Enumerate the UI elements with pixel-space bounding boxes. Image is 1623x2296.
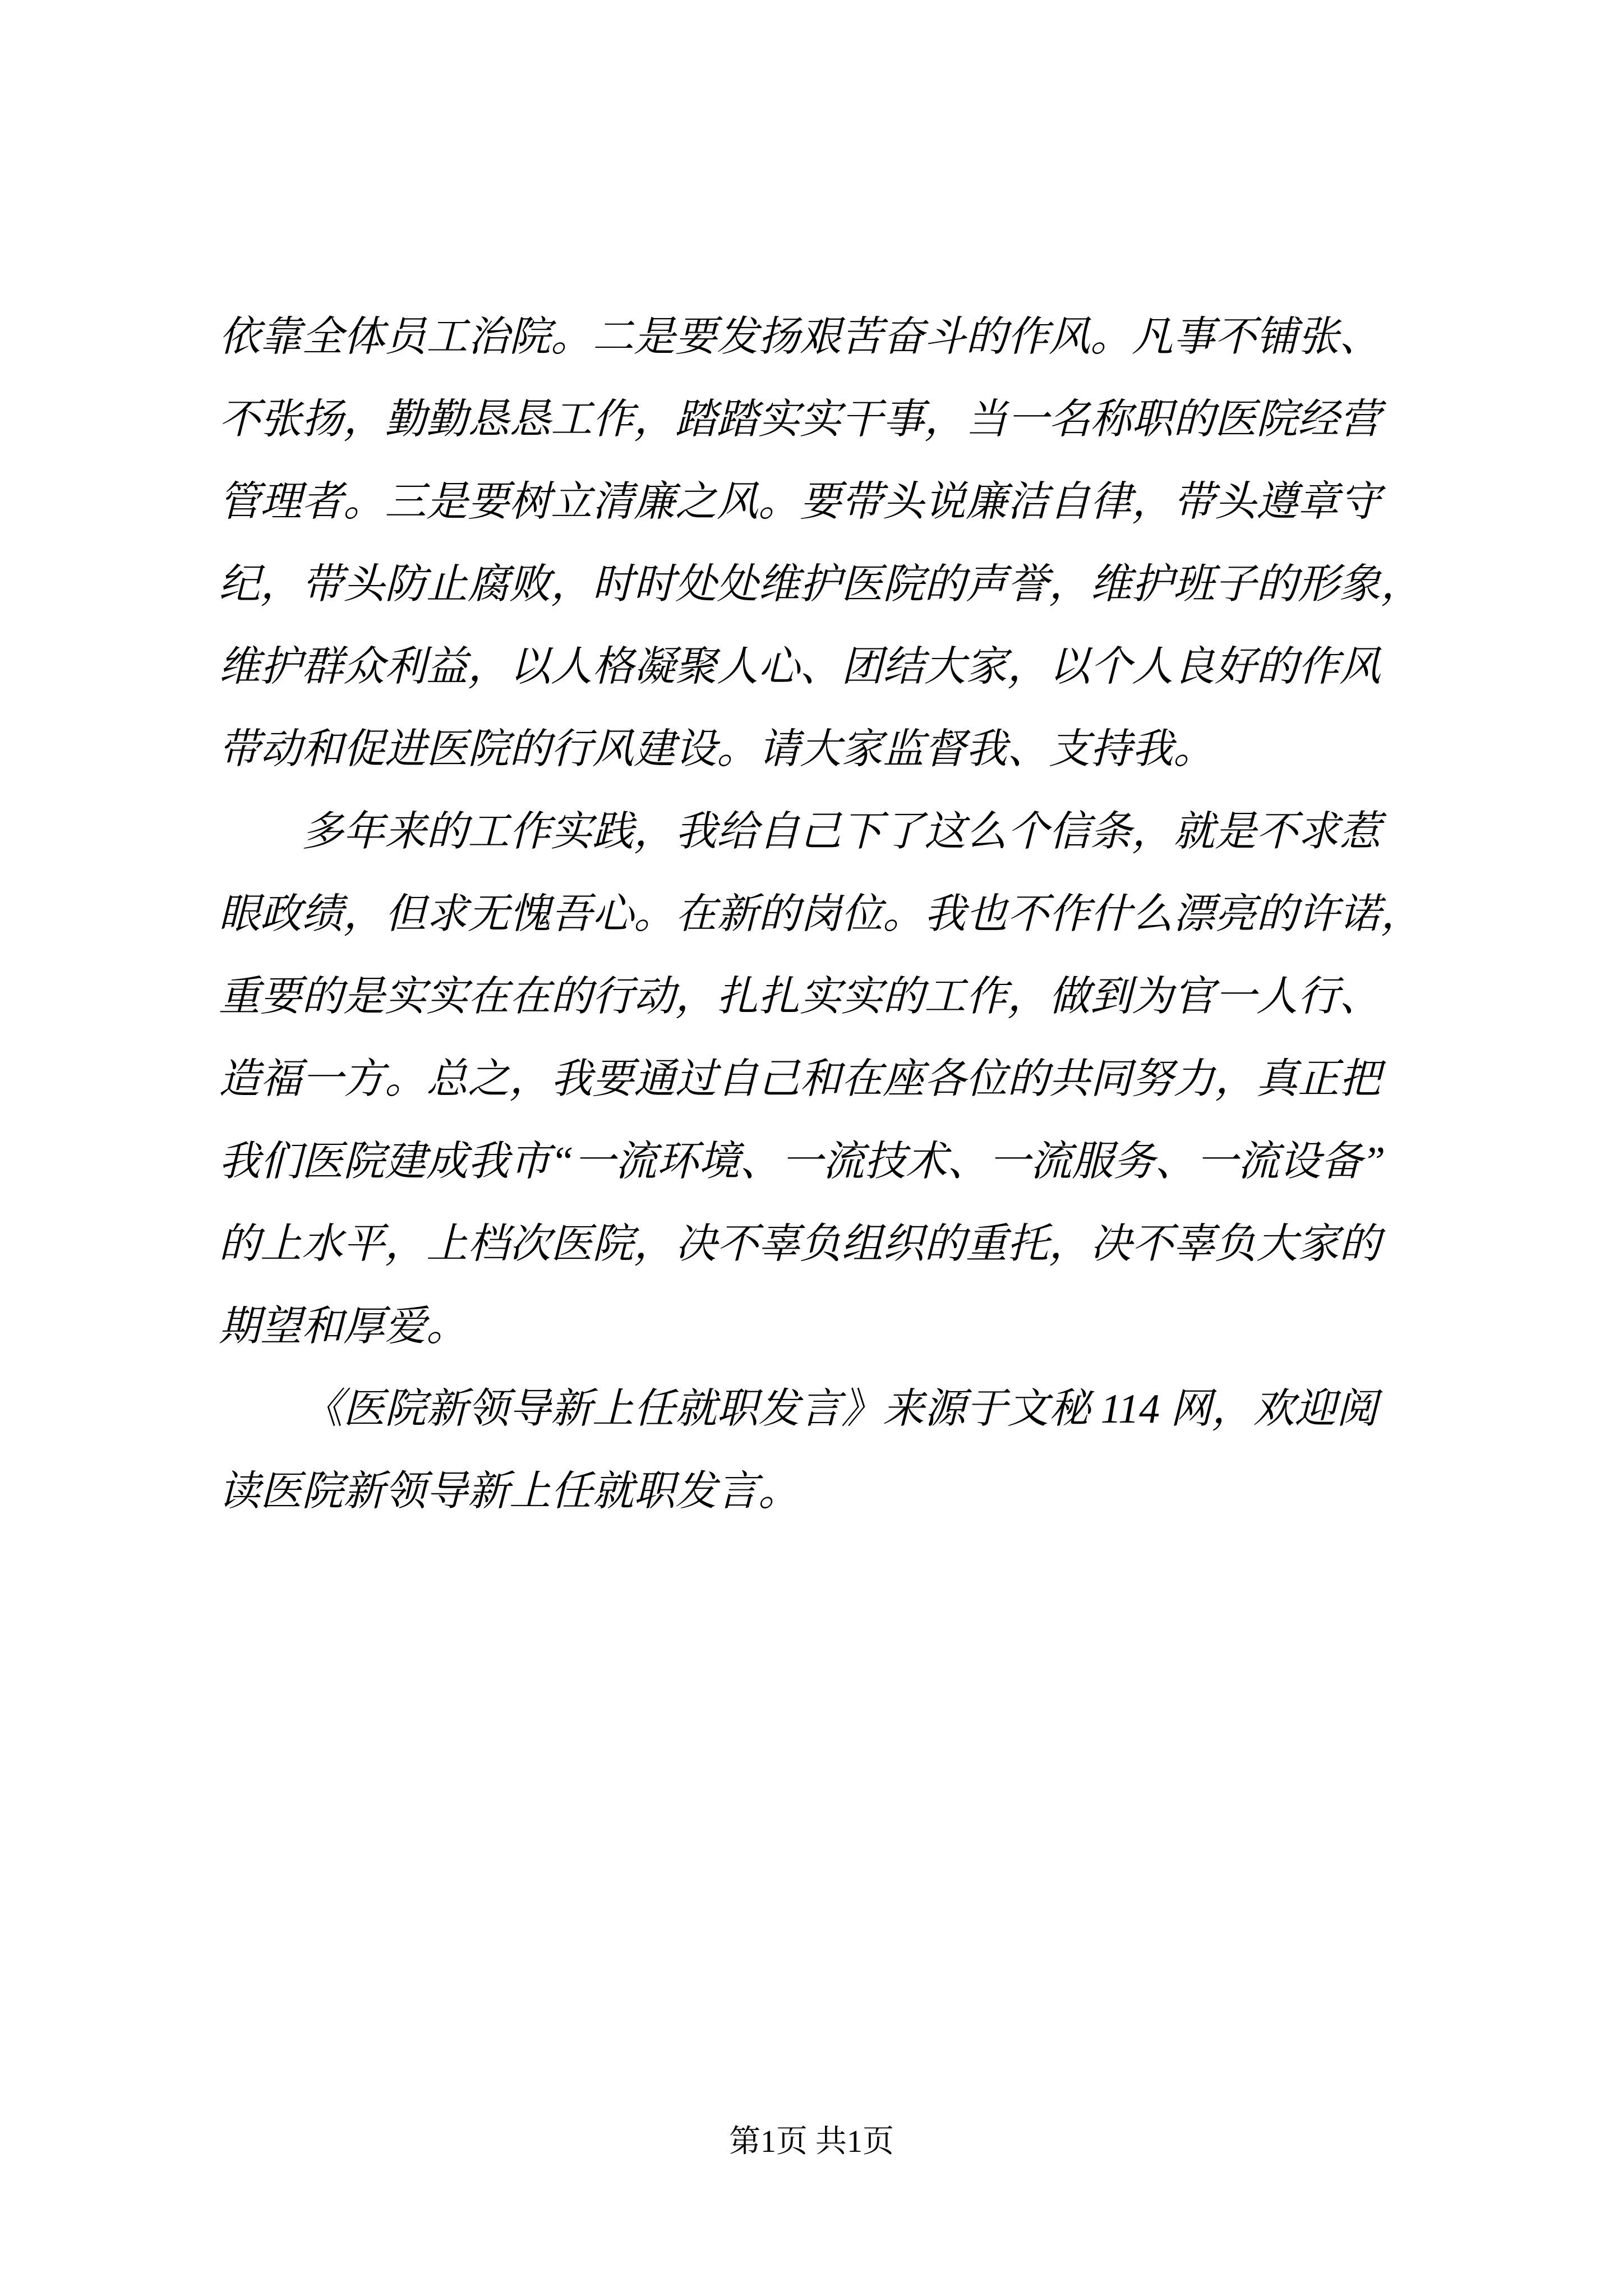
text-line: 带动和促进医院的行风建设。请大家监督我、支持我。 [219, 726, 1215, 772]
paragraph [219, 296, 1422, 791]
text-line: 多年来的工作实践，我给自己下了这么个信条，就是不求惹 [302, 809, 1381, 855]
text-line: 的上水平，上档次医院，决不辜负组织的重托，决不辜负大家的 [219, 1221, 1381, 1267]
page-footer [0, 2119, 1623, 2164]
text-line: 依靠全体员工治院。二是要发扬艰苦奋斗的作风。凡事不铺张、 [219, 314, 1381, 360]
text-line: 不张扬，勤勤恳恳工作，踏踏实实干事，当一名称职的医院经营 [219, 397, 1381, 443]
text-line: 《医院新领导新上任就职发言》来源于文秘 114 网，欢迎阅 [302, 1386, 1378, 1432]
document-body [219, 296, 1422, 1533]
text-line: 造福一方。总之，我要通过自己和在座各位的共同努力，真正把 [219, 1056, 1381, 1102]
page-number-indicator: 第1页 共1页 [729, 2124, 894, 2159]
text-line: 纪，带头防止腐败，时时处处维护医院的声誉，维护班子的形象， [219, 562, 1422, 608]
text-line: 眼政绩，但求无愧吾心。在新的岗位。我也不作什么漂亮的许诺， [219, 891, 1422, 937]
text-line: 维护群众利益，以人格凝聚人心、团结大家，以个人良好的作风 [219, 644, 1381, 690]
text-line: 读医院新领导新上任就职发言。 [219, 1469, 800, 1515]
text-line: 期望和厚爱。 [219, 1304, 468, 1350]
paragraph [219, 1368, 1419, 1533]
text-line: 我们医院建成我市“一流环境、一流技术、一流服务、一流设备” [219, 1139, 1386, 1185]
text-line: 管理者。三是要树立清廉之风。要带头说廉洁自律，带头遵章守 [219, 479, 1381, 525]
paragraph [219, 791, 1422, 1368]
text-line: 重要的是实实在在的行动，扎扎实实的工作，做到为官一人行、 [219, 974, 1381, 1020]
